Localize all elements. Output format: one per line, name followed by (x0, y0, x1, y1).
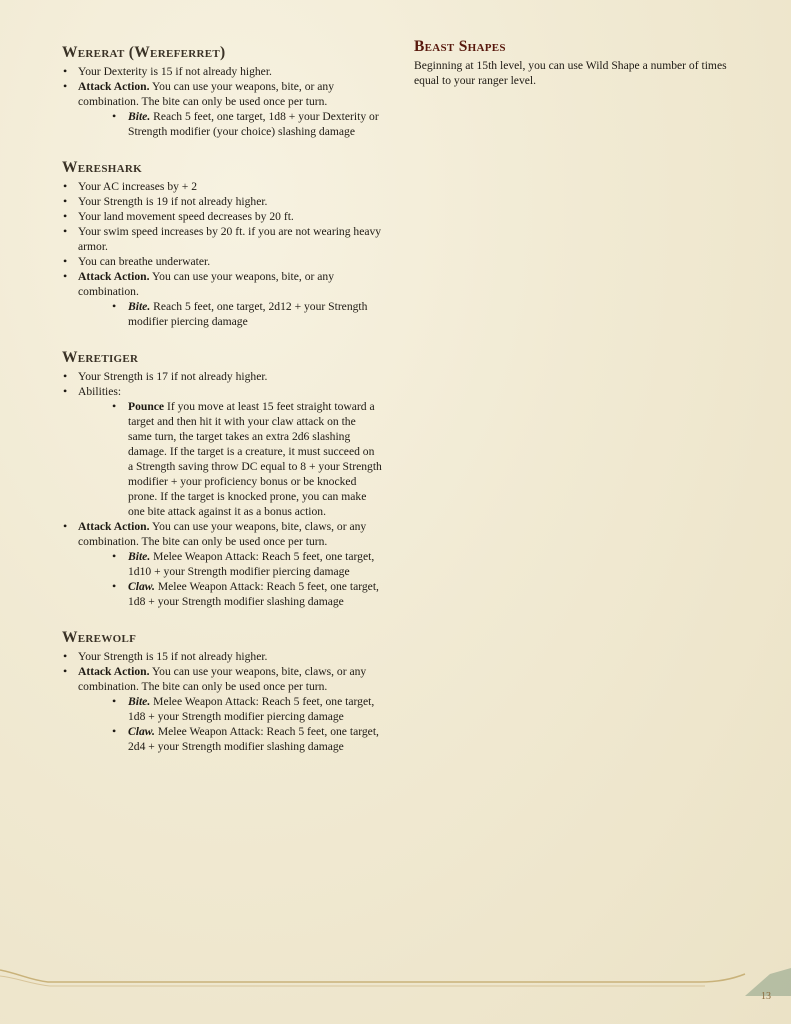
wereshark-section (62, 159, 382, 329)
item-text: Melee Weapon Attack: Reach 5 feet, one target, 1d10 + your Strength modifier piercing damage (128, 550, 375, 578)
wereshark-list (62, 179, 382, 329)
sub-list (78, 694, 382, 754)
item-text: Your swim speed increases by 20 ft. if you are not wearing heavy armor. (78, 225, 382, 253)
item-text: You can breathe underwater. (78, 255, 211, 268)
werewolf-section (62, 629, 382, 754)
weretiger-list (62, 369, 382, 609)
item-text: You can use your weapons, bite, claws, or any combination. The bite can only be used once per turn. (78, 520, 367, 548)
list-item (62, 194, 382, 209)
sub-list (78, 549, 382, 609)
item-text: If you move at least 15 feet straight toward a target and then hit it with your claw attack on the same turn, the target takes an extra 2d6 slashing damage. If the target is a creature, it must succeed on a Strength saving throw DC equal to 8 + your Strength modifier + your proficiency bonus or be knocked prone. If the target is knocked prone, you can make one bite attack against it as a bonus action. (128, 400, 382, 518)
list-item (62, 369, 382, 384)
item-text: You can use your weapons, bite, or any combination. The bite can only be used once per turn. (78, 80, 335, 108)
list-item (62, 269, 382, 329)
wererat-list (62, 64, 382, 139)
wererat-section (62, 44, 382, 139)
sub-list-item (78, 694, 382, 724)
item-text: Your land movement speed decreases by 20 ft. (78, 210, 294, 223)
page-number: 13 (761, 991, 771, 1002)
item-text: Your Dexterity is 15 if not already higher. (78, 65, 272, 78)
item-text: Melee Weapon Attack: Reach 5 feet, one target, 2d4 + your Strength modifier slashing damage (128, 725, 379, 753)
list-item (62, 64, 382, 79)
werewolf-heading: Werewolf (62, 629, 137, 646)
beast-shapes-text: Beginning at 15th level, you can use Wild Shape a number of times equal to your ranger level. (414, 59, 727, 87)
list-item (62, 79, 382, 139)
sub-list (78, 299, 382, 329)
sub-list-item (78, 724, 382, 754)
item-text: Your AC increases by + 2 (78, 180, 198, 193)
wererat-heading: Wererat (Wereferret) (62, 44, 226, 61)
list-item (62, 649, 382, 664)
item-lead: Attack Action. (78, 80, 150, 93)
list-item (62, 664, 382, 754)
item-text: Melee Weapon Attack: Reach 5 feet, one target, 1d8 + your Strength modifier piercing damage (128, 695, 375, 723)
list-item (62, 384, 382, 519)
item-text: Your Strength is 15 if not already higher. (78, 650, 268, 663)
right-column (414, 38, 744, 88)
item-lead: Attack Action. (78, 520, 150, 533)
item-text: Your Strength is 17 if not already higher. (78, 370, 268, 383)
item-lead: Bite. (128, 695, 151, 708)
beast-shapes-heading: Beast Shapes (414, 38, 506, 55)
list-item (62, 519, 382, 609)
item-lead: Bite. (128, 550, 151, 563)
item-text: Reach 5 feet, one target, 2d12 + your Strength modifier piercing damage (128, 300, 368, 328)
wereshark-heading: Wereshark (62, 159, 142, 176)
item-lead: Pounce (128, 400, 165, 413)
sub-list-item (78, 399, 382, 519)
item-text: Melee Weapon Attack: Reach 5 feet, one target, 1d8 + your Strength modifier slashing damage (128, 580, 379, 608)
item-lead: Bite. (128, 300, 151, 313)
sub-list-item (78, 549, 382, 579)
weretiger-heading: Weretiger (62, 349, 139, 366)
list-item (62, 179, 382, 194)
item-text: You can use your weapons, bite, or any combination. (78, 270, 335, 298)
weretiger-section (62, 349, 382, 609)
item-lead: Attack Action. (78, 665, 150, 678)
sub-list-item (78, 299, 382, 329)
sub-list-item (78, 579, 382, 609)
item-text: Your Strength is 19 if not already higher. (78, 195, 268, 208)
list-item (62, 224, 382, 254)
item-text: You can use your weapons, bite, claws, or any combination. The bite can only be used once per turn. (78, 665, 367, 693)
item-lead: Bite. (128, 110, 151, 123)
item-text: Abilities: (78, 385, 122, 398)
item-lead: Claw. (128, 580, 155, 593)
item-lead: Attack Action. (78, 270, 150, 283)
sub-list (78, 399, 382, 519)
list-item (62, 254, 382, 269)
sub-list-item (78, 109, 382, 139)
item-lead: Claw. (128, 725, 155, 738)
list-item (62, 209, 382, 224)
item-text: Reach 5 feet, one target, 1d8 + your Dexterity or Strength modifier (your choice) slashing damage (128, 110, 379, 138)
werewolf-list (62, 649, 382, 754)
footer-ornament (0, 956, 791, 996)
sub-list (78, 109, 382, 139)
left-column (62, 44, 382, 774)
